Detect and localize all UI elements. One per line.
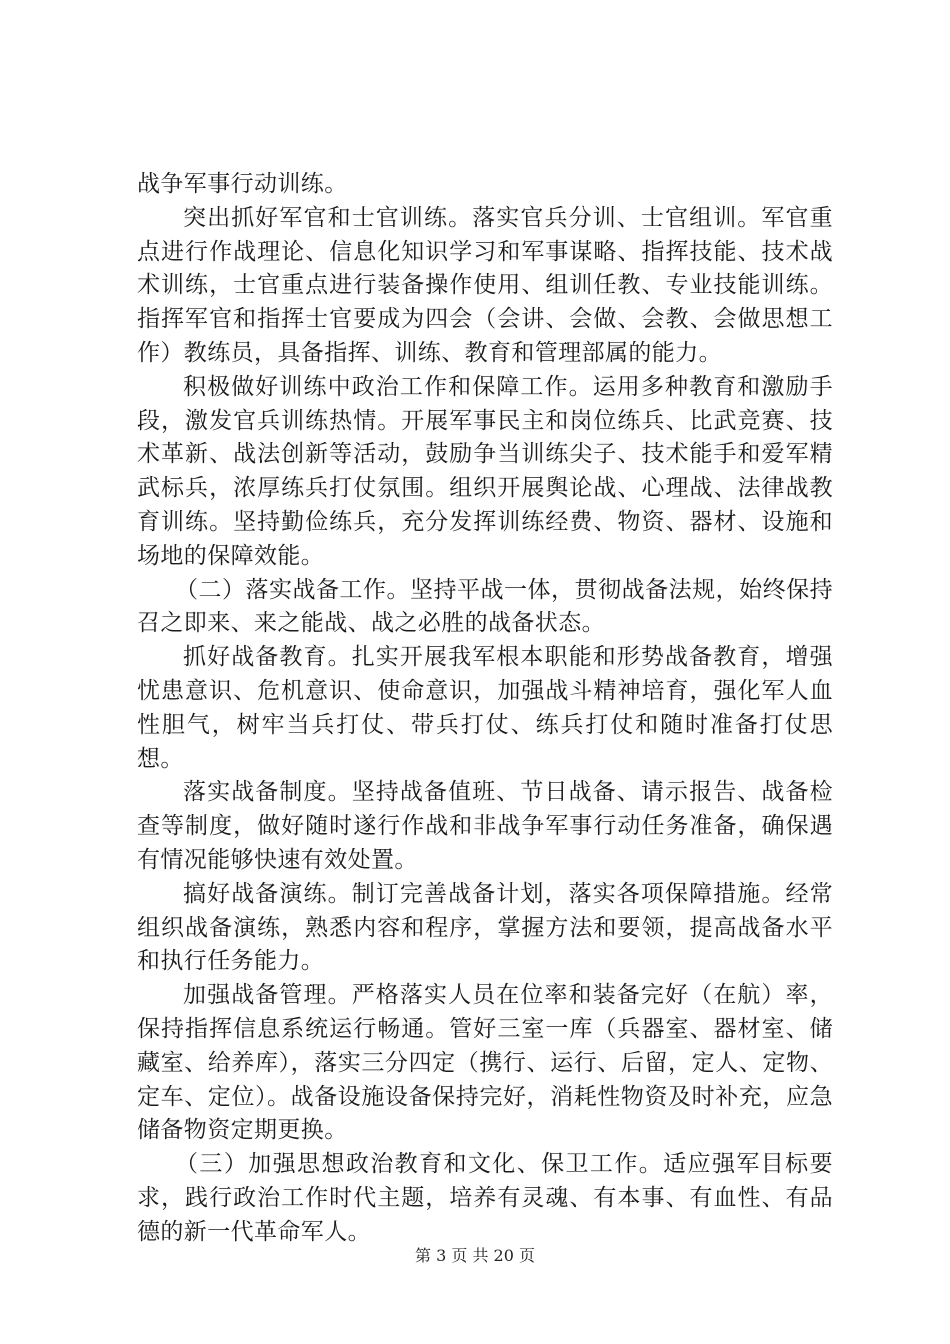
document-body (137, 168, 833, 1250)
paragraph-readiness-system: 落实战备制度。坚持战备值班、节日战备、请示报告、战备检查等制度，做好随时遂行作战和非战争军事行动任务准备，确保遇有情况能够快速有效处置。 (137, 779, 833, 873)
paragraph-readiness-education: 抓好战备教育。扎实开展我军根本职能和形势战备教育，增强忧患意识、危机意识、使命意识，加强战斗精神培育，强化军人血性胆气，树牢当兵打仗、带兵打仗、练兵打仗和随时准备打仗思想。 (137, 644, 833, 772)
paragraph-officer-training: 突出抓好军官和士官训练。落实官兵分训、士官组训。军官重点进行作战理论、信息化知识学习和军事谋略、指挥技能、技术战术训练，士官重点进行装备操作使用、组训任教、专业技能训练。指挥军官和指挥士官要成为四会（会讲、会做、会教、会做思想工作）教练员，具备指挥、训练、教育和管理部属的能力。 (137, 204, 833, 366)
paragraph-political-work: 积极做好训练中政治工作和保障工作。运用多种教育和激励手段，激发官兵训练热情。开展军事民主和岗位练兵、比武竞赛、技术革新、战法创新等活动，鼓励争当训练尖子、技术能手和爱军精武标兵，浓厚练兵打仗氛围。组织开展舆论战、心理战、法律战教育训练。坚持勤俭练兵，充分发挥训练经费、物资、器材、设施和场地的保障效能。 (137, 373, 833, 569)
paragraph-readiness-management: 加强战备管理。严格落实人员在位率和装备完好（在航）率，保持指挥信息系统运行畅通。管好三室一库（兵器室、器材室、储藏室、给养库），落实三分四定（携行、运行、后留，定人、定物、定车、定位）。战备设施设备保持完好，消耗性物资及时补充，应急储备物资定期更换。 (137, 982, 833, 1144)
section-heading-political-education: （三）加强思想政治教育和文化、保卫工作。适应强军目标要求，践行政治工作时代主题，培养有灵魂、有本事、有血性、有品德的新一代革命军人。 (137, 1151, 833, 1245)
paragraph-readiness-drills: 搞好战备演练。制订完善战备计划，落实各项保障措施。经常组织战备演练，熟悉内容和程序，掌握方法和要领，提高战备水平和执行任务能力。 (137, 880, 833, 975)
section-heading-combat-readiness: （二）落实战备工作。坚持平战一体，贯彻战备法规，始终保持召之即来、来之能战、战之必胜的战备状态。 (137, 576, 833, 637)
paragraph-continuation: 战争军事行动训练。 (137, 171, 348, 197)
page-number-footer: 第 3 页 共 20 页 (415, 1246, 535, 1265)
